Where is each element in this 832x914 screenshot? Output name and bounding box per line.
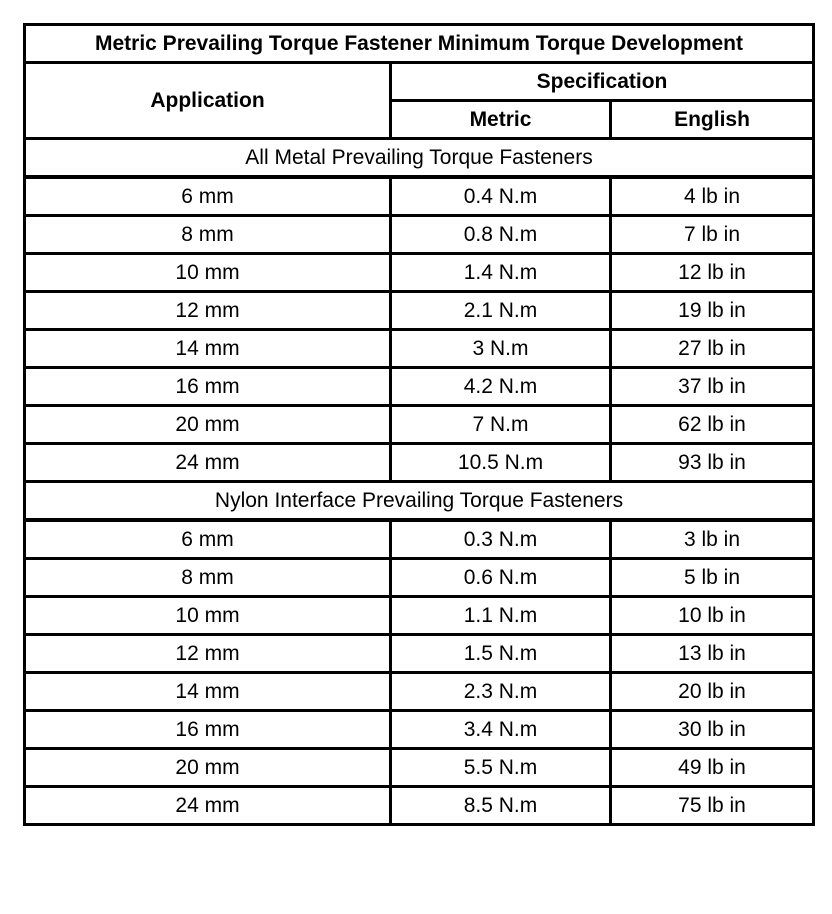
size-cell: 6 mm [25, 520, 391, 559]
english-cell: 7 lb in [611, 216, 814, 254]
english-cell: 20 lb in [611, 673, 814, 711]
metric-cell: 0.6 N.m [391, 559, 611, 597]
metric-cell: 1.4 N.m [391, 254, 611, 292]
size-cell: 16 mm [25, 711, 391, 749]
section-title: All Metal Prevailing Torque Fasteners [25, 139, 814, 178]
metric-cell: 0.8 N.m [391, 216, 611, 254]
english-cell: 5 lb in [611, 559, 814, 597]
english-cell: 62 lb in [611, 406, 814, 444]
size-cell: 20 mm [25, 406, 391, 444]
table-row [25, 787, 814, 825]
table-row [25, 330, 814, 368]
metric-header: Metric [391, 101, 611, 139]
header-row [25, 63, 814, 101]
english-cell: 27 lb in [611, 330, 814, 368]
table-row [25, 444, 814, 482]
specification-header: Specification [391, 63, 814, 101]
english-cell: 12 lb in [611, 254, 814, 292]
table-row [25, 216, 814, 254]
english-cell: 75 lb in [611, 787, 814, 825]
table-row [25, 559, 814, 597]
table-row [25, 254, 814, 292]
section-row [25, 482, 814, 521]
metric-cell: 1.1 N.m [391, 597, 611, 635]
size-cell: 14 mm [25, 673, 391, 711]
table-row [25, 749, 814, 787]
english-cell: 37 lb in [611, 368, 814, 406]
metric-cell: 10.5 N.m [391, 444, 611, 482]
size-cell: 24 mm [25, 787, 391, 825]
metric-cell: 3.4 N.m [391, 711, 611, 749]
table-body [25, 139, 814, 825]
title-row [25, 25, 814, 63]
table-row [25, 520, 814, 559]
english-cell: 93 lb in [611, 444, 814, 482]
english-cell: 49 lb in [611, 749, 814, 787]
application-header: Application [25, 63, 391, 139]
table-row [25, 368, 814, 406]
english-cell: 19 lb in [611, 292, 814, 330]
table-row [25, 406, 814, 444]
size-cell: 24 mm [25, 444, 391, 482]
section-title: Nylon Interface Prevailing Torque Fasteners [25, 482, 814, 521]
english-header: English [611, 101, 814, 139]
section-row [25, 139, 814, 178]
size-cell: 8 mm [25, 216, 391, 254]
table-row [25, 597, 814, 635]
metric-cell: 8.5 N.m [391, 787, 611, 825]
metric-cell: 7 N.m [391, 406, 611, 444]
english-cell: 30 lb in [611, 711, 814, 749]
table-row [25, 711, 814, 749]
english-cell: 4 lb in [611, 177, 814, 216]
torque-table [23, 23, 815, 826]
table-title: Metric Prevailing Torque Fastener Minimum Torque Development [25, 25, 814, 63]
metric-cell: 2.3 N.m [391, 673, 611, 711]
size-cell: 16 mm [25, 368, 391, 406]
english-cell: 3 lb in [611, 520, 814, 559]
size-cell: 14 mm [25, 330, 391, 368]
metric-cell: 2.1 N.m [391, 292, 611, 330]
metric-cell: 1.5 N.m [391, 635, 611, 673]
size-cell: 20 mm [25, 749, 391, 787]
metric-cell: 5.5 N.m [391, 749, 611, 787]
english-cell: 10 lb in [611, 597, 814, 635]
metric-cell: 0.4 N.m [391, 177, 611, 216]
size-cell: 12 mm [25, 635, 391, 673]
size-cell: 10 mm [25, 597, 391, 635]
size-cell: 12 mm [25, 292, 391, 330]
size-cell: 6 mm [25, 177, 391, 216]
english-cell: 13 lb in [611, 635, 814, 673]
metric-cell: 3 N.m [391, 330, 611, 368]
size-cell: 8 mm [25, 559, 391, 597]
metric-cell: 0.3 N.m [391, 520, 611, 559]
table-row [25, 635, 814, 673]
table-row [25, 292, 814, 330]
table-row [25, 177, 814, 216]
size-cell: 10 mm [25, 254, 391, 292]
metric-cell: 4.2 N.m [391, 368, 611, 406]
table-row [25, 673, 814, 711]
